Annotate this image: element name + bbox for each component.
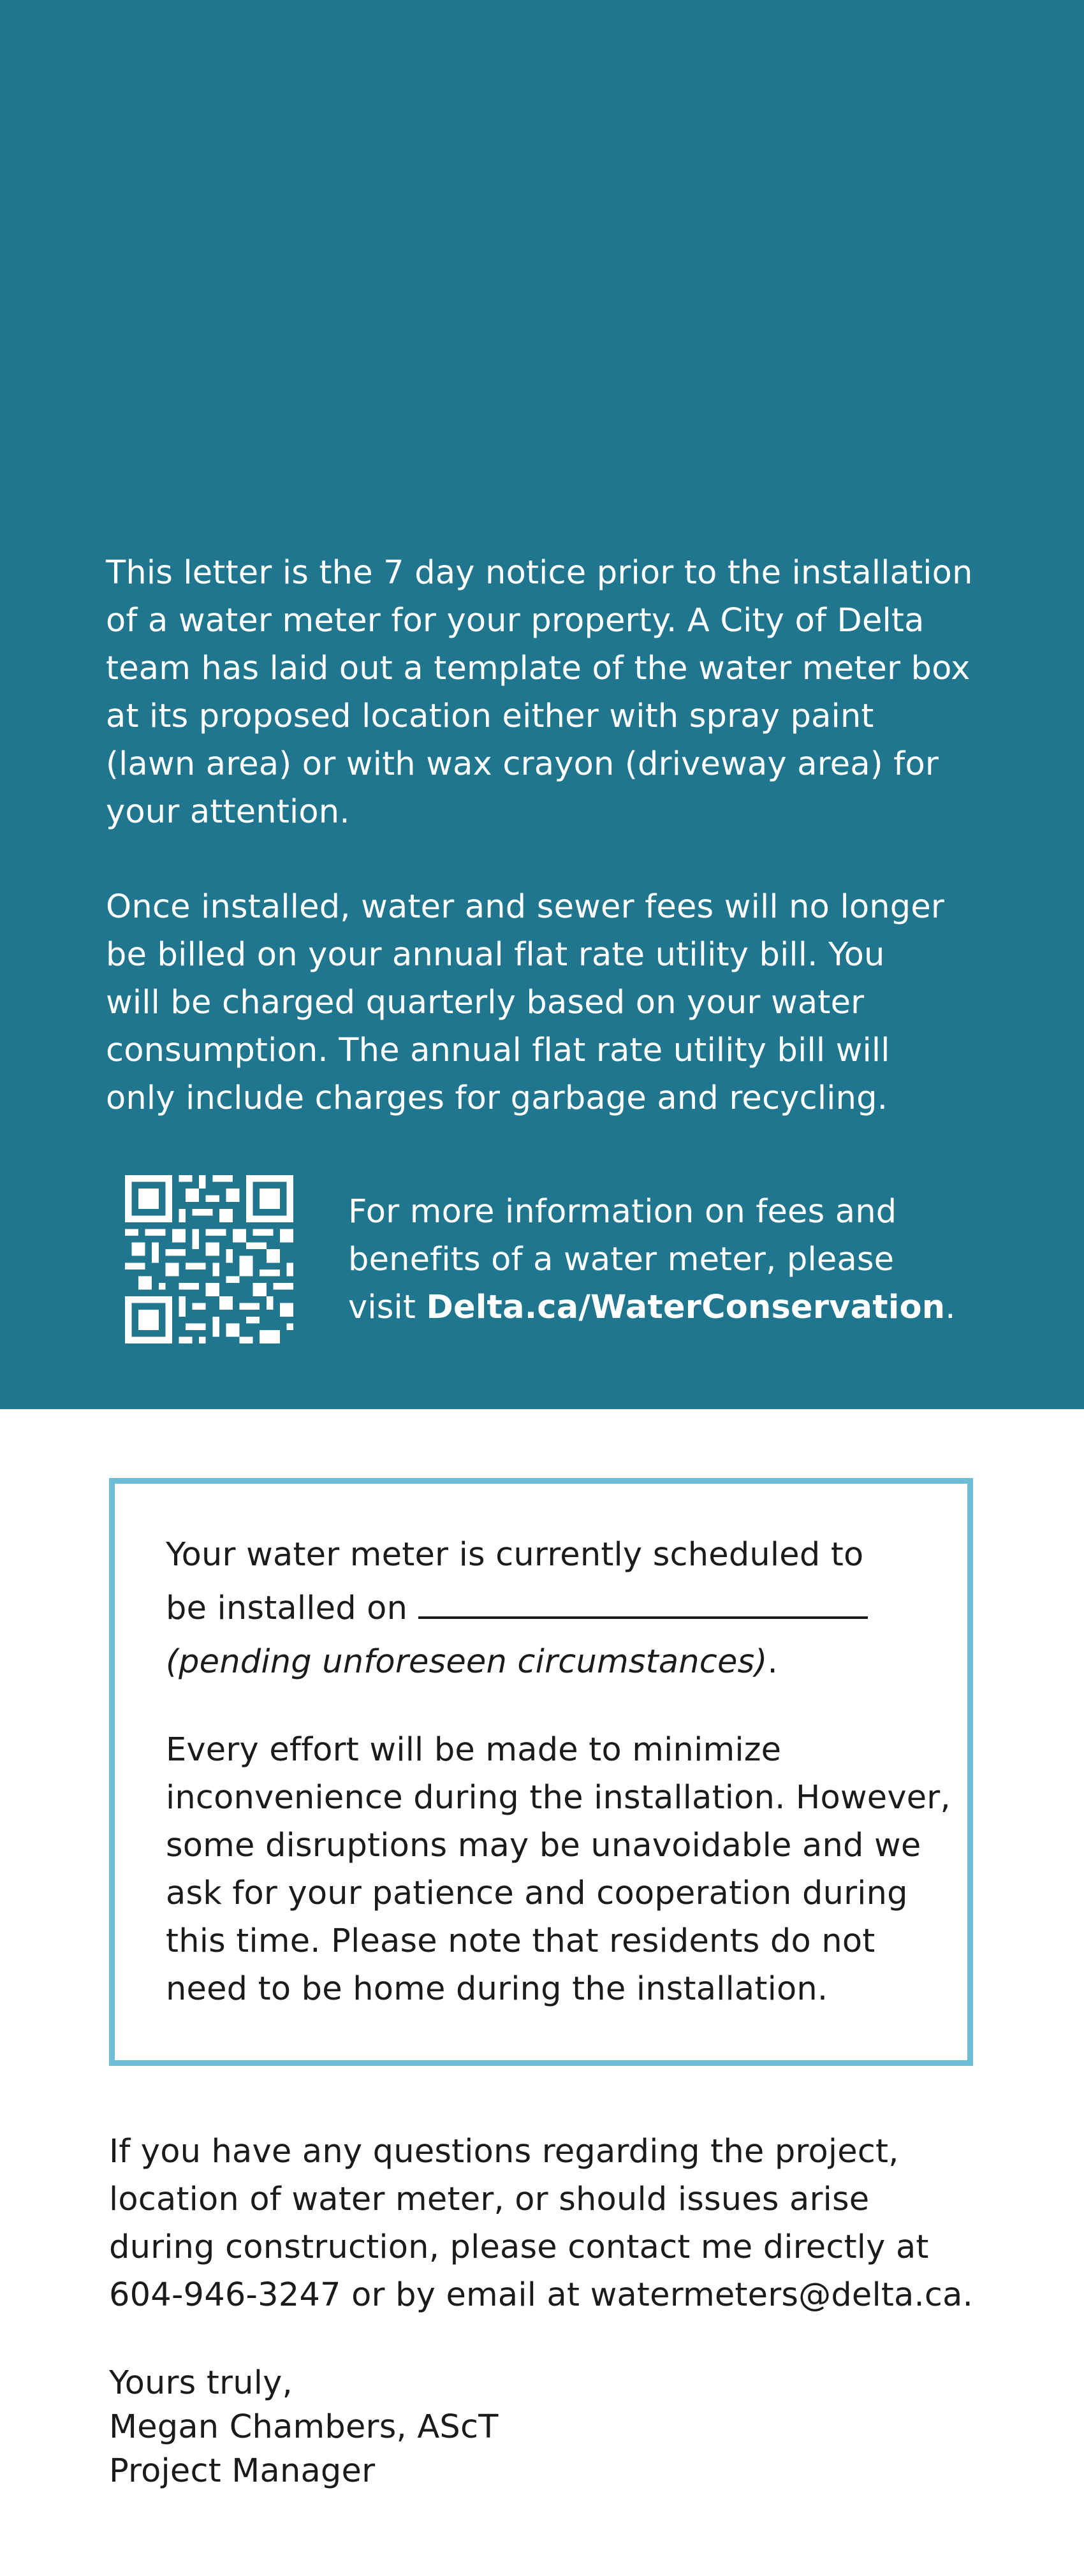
notice-line: (lawn area) or with wax crayon (driveway area) for xyxy=(106,745,939,783)
more-info-text xyxy=(348,1188,956,1331)
schedule-box xyxy=(109,1478,973,2066)
install-date-blank xyxy=(418,1582,868,1619)
pending-period: . xyxy=(767,1643,778,1681)
notice-line: consumption. The annual flat rate utility bill will xyxy=(106,1032,890,1069)
more-info-line: For more information on fees and xyxy=(348,1193,897,1231)
notice-line: be billed on your annual flat rate utility bill. You xyxy=(106,936,885,974)
signer-title: Project Manager xyxy=(109,2452,376,2490)
disruption-line: ask for your patience and cooperation during xyxy=(166,1875,908,1912)
contact-line: If you have any questions regarding the project, xyxy=(109,2133,899,2170)
notice-line: Once installed, water and sewer fees will no longer xyxy=(106,888,945,926)
visit-prefix: visit xyxy=(348,1289,427,1326)
more-info-line: benefits of a water meter, please xyxy=(348,1241,895,1278)
water-conservation-link[interactable]: Delta.ca/WaterConservation xyxy=(426,1289,946,1326)
schedule-statement xyxy=(166,1528,963,1689)
notice-line: your attention. xyxy=(106,793,350,831)
installed-on-label: be installed on xyxy=(166,1590,418,1627)
schedule-line xyxy=(166,1582,963,1636)
link-period: . xyxy=(945,1289,956,1326)
disruption-line: inconvenience during the installation. However, xyxy=(166,1779,951,1817)
notice-line: only include charges for garbage and recycling. xyxy=(106,1079,888,1117)
contact-paragraph xyxy=(109,2128,1034,2319)
notice-paragraph-1 xyxy=(106,549,999,836)
disruption-paragraph xyxy=(166,1726,963,2013)
schedule-line: Your water meter is currently scheduled to xyxy=(166,1536,864,1574)
pending-note: (pending unforeseen circumstances) xyxy=(166,1643,768,1681)
contact-line: location of water meter, or should issues arise xyxy=(109,2181,870,2218)
disruption-line: need to be home during the installation. xyxy=(166,1970,828,2008)
notice-paragraph-2 xyxy=(106,883,999,1122)
notice-line: This letter is the 7 day notice prior to the installation xyxy=(106,554,973,592)
schedule-line xyxy=(166,1636,963,1689)
closing: Yours truly, xyxy=(109,2364,293,2402)
notice-line: of a water meter for your property. A City of Delta xyxy=(106,602,925,640)
notice-line: at its proposed location either with spray paint xyxy=(106,698,874,735)
contact-line: 604-946-3247 or by email at watermeters@delta.ca. xyxy=(109,2276,974,2314)
more-info-line xyxy=(348,1284,956,1331)
signer-name: Megan Chambers, AScT xyxy=(109,2408,499,2446)
disruption-line: this time. Please note that residents do not xyxy=(166,1922,875,1960)
notice-line: team has laid out a template of the water meter box xyxy=(106,650,970,687)
disruption-line: some disruptions may be unavoidable and we xyxy=(166,1827,921,1864)
signature-block xyxy=(109,2361,1034,2493)
contact-line: during construction, please contact me directly at xyxy=(109,2228,929,2266)
qr-code-icon[interactable] xyxy=(125,1175,293,1343)
disruption-line: Every effort will be made to minimize xyxy=(166,1731,782,1769)
notice-line: will be charged quarterly based on your water xyxy=(106,984,865,1021)
